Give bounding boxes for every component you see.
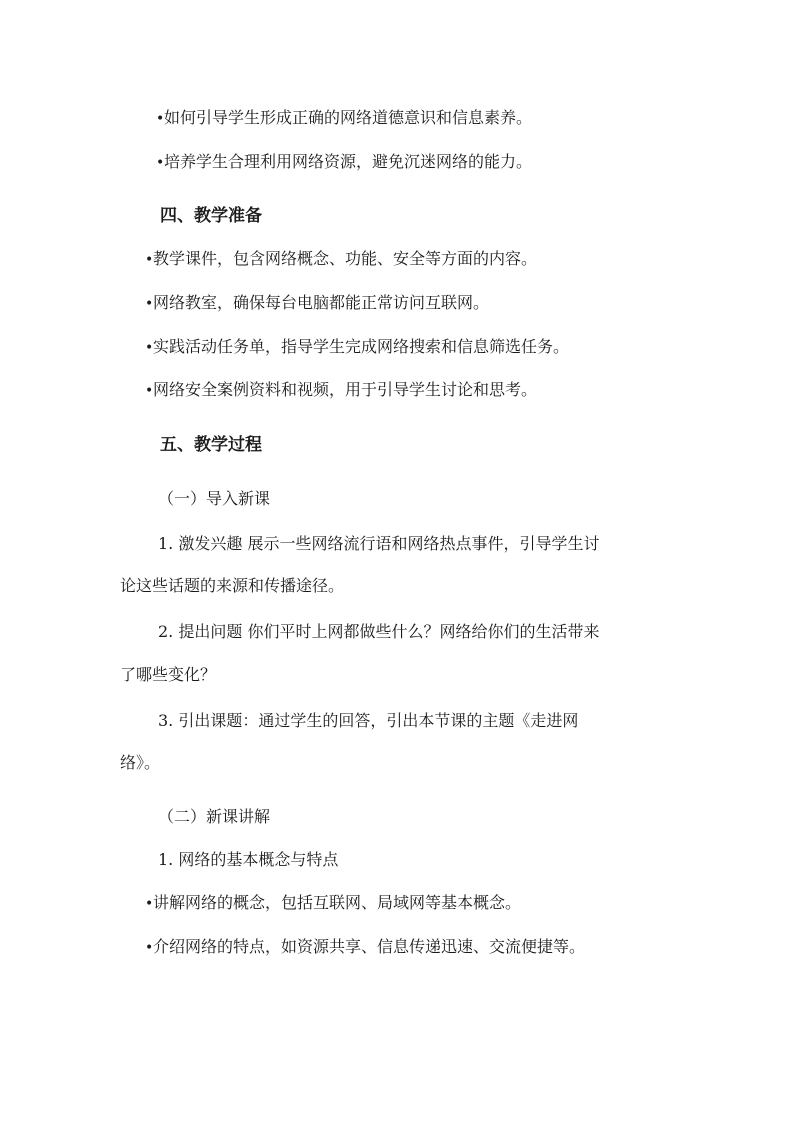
bullet-text: 实践活动任务单，指导学生完成网络搜索和信息筛选任务。 — [153, 337, 570, 356]
bullet-item — [145, 379, 537, 402]
bullet-item — [145, 292, 489, 315]
section-heading-process: 五、教学过程 — [160, 435, 262, 455]
bullet-text: 如何引导学生形成正确的网络道德意识和信息素养。 — [164, 108, 533, 127]
bullet-item — [145, 336, 569, 359]
bullet-item — [145, 248, 537, 271]
bullet-dot: • — [145, 296, 154, 312]
step-line: 2. 提出问题 你们平时上网都做些什么？网络给你们的生活带来 — [158, 622, 600, 641]
bullet-dot: • — [145, 940, 154, 956]
bullet-text: 网络教室，确保每台电脑都能正常访问互联网。 — [153, 293, 490, 312]
bullet-item — [145, 892, 521, 915]
step-line-continued: 了哪些变化？ — [120, 665, 217, 684]
bullet-dot: • — [145, 252, 154, 268]
subsection-title: （二）新课讲解 — [158, 807, 271, 826]
topic-title: 1. 网络的基本概念与特点 — [158, 850, 339, 869]
bullet-dot: • — [145, 340, 154, 356]
bullet-text: 介绍网络的特点，如资源共享、信息传递迅速、交流便捷等。 — [153, 937, 586, 956]
step-line-continued: 络》。 — [120, 753, 161, 772]
bullet-dot: • — [145, 383, 154, 399]
bullet-item — [156, 107, 532, 130]
bullet-text: 讲解网络的概念，包括互联网、局域网等基本概念。 — [153, 893, 522, 912]
subsection-title: （一）导入新课 — [158, 489, 271, 508]
step-line: 3. 引出课题：通过学生的回答，引出本节课的主题《走进网 — [158, 711, 579, 730]
bullet-dot: • — [156, 111, 165, 127]
section-heading-preparation: 四、教学准备 — [160, 206, 262, 226]
bullet-item — [145, 936, 585, 959]
bullet-text: 网络安全案例资料和视频，用于引导学生讨论和思考。 — [153, 380, 538, 399]
bullet-item — [156, 151, 532, 174]
step-line: 1. 激发兴趣 展示一些网络流行语和网络热点事件，引导学生讨 — [158, 534, 600, 553]
bullet-dot: • — [145, 896, 154, 912]
bullet-text: 培养学生合理利用网络资源，避免沉迷网络的能力。 — [164, 152, 533, 171]
bullet-text: 教学课件，包含网络概念、功能、安全等方面的内容。 — [153, 249, 538, 268]
bullet-dot: • — [156, 155, 165, 171]
step-line-continued: 论这些话题的来源和传播途径。 — [120, 576, 345, 595]
